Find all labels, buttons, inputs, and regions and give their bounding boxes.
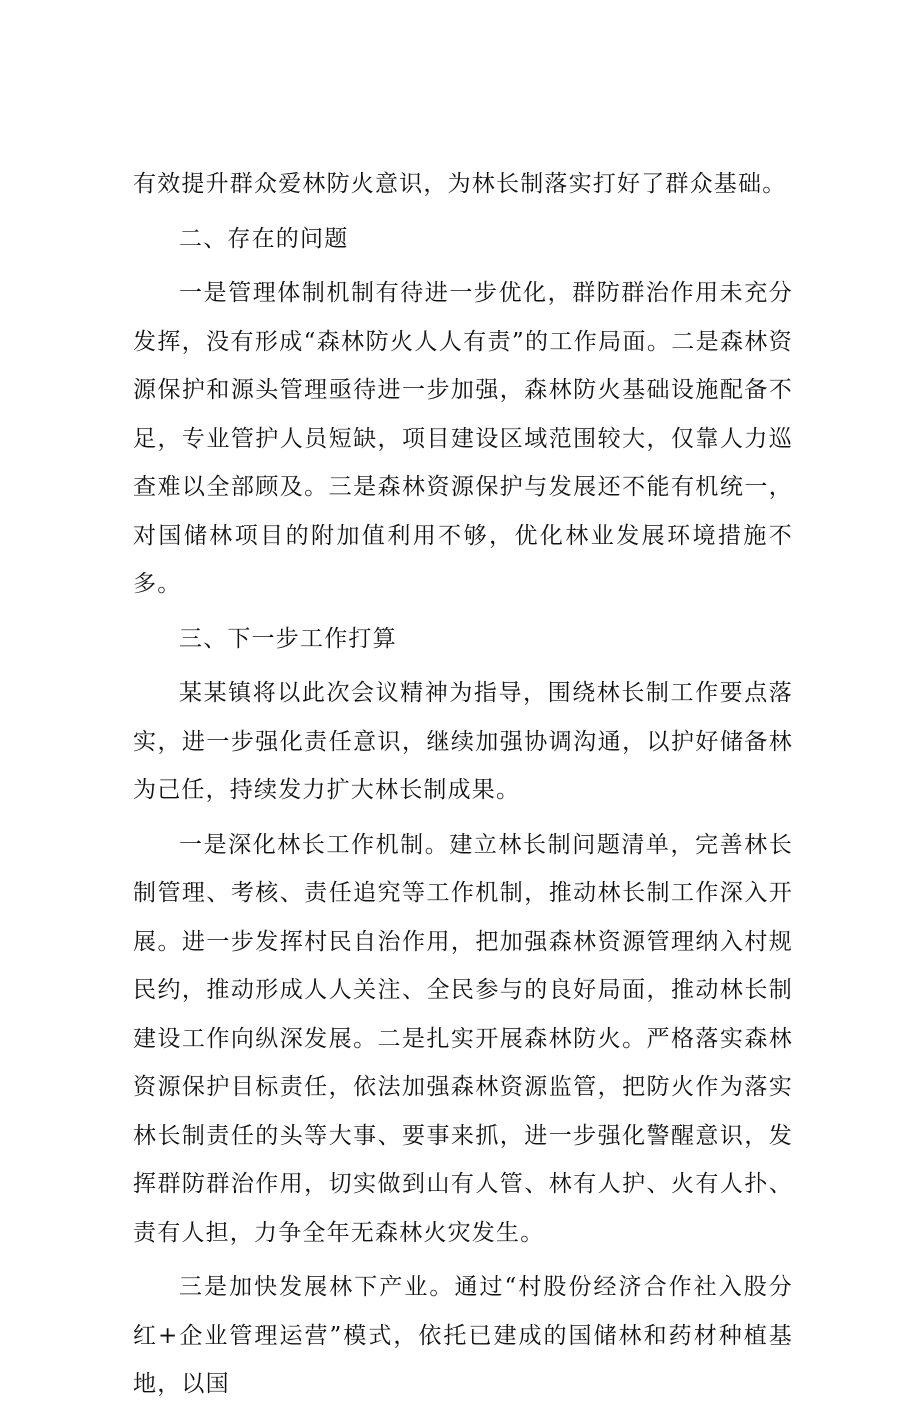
paragraph-next-steps-intro: 某某镇将以此次会议精神为指导，围绕林长制工作要点落实，进一步强化责任意识，继续加强协调沟通，以护好储备林为己任，持续发力扩大林长制成果。: [133, 680, 793, 803]
paragraph-problems: 一是管理体制机制有待进一步优化，群防群治作用未充分发挥，没有形成“森林防火人人有责”的工作局面。二是森林资源保护和源头管理亟待进一步加强，森林防火基础设施配备不足，专业管护人员短缺，项目建设区域范围较大，仅靠人力巡查难以全部顾及。三是森林资源保护与发展还不能有机统一，对国储林项目的附加值利用不够，优化林业发展环境措施不多。: [133, 280, 793, 597]
paragraph-mechanism-and-fire-prevention: 一是深化林长工作机制。建立林长制问题清单，完善林长制管理、考核、责任追究等工作机制，推动林长制工作深入开展。进一步发挥村民自治作用，把加强森林资源管理纳入村规民约，推动形成人人关注、全民参与的良好局面，推动林长制建设工作向纵深发展。二是扎实开展森林防火。严格落实森林资源保护目标责任，依法加强森林资源监管，把防火作为落实林长制责任的头等大事、要事来抓，进一步强化警醒意识，发挥群防群治作用，切实做到山有人管、林有人护、火有人扑、责有人担，力争全年无森林火灾发生。: [133, 831, 793, 1246]
document-body: [133, 160, 793, 1409]
section-heading-problems: 二、存在的问题: [179, 225, 349, 252]
paragraph-continuation: 有效提升群众爱林防火意识，为林长制落实打好了群众基础。: [133, 171, 787, 197]
section-heading-next-steps: 三、下一步工作打算: [179, 625, 397, 652]
paragraph-forest-industry: 三是加快发展林下产业。通过“村股份经济合作社入股分红+企业管理运营”模式，依托已建成的国储林和药材种植基地，以国: [133, 1274, 793, 1397]
